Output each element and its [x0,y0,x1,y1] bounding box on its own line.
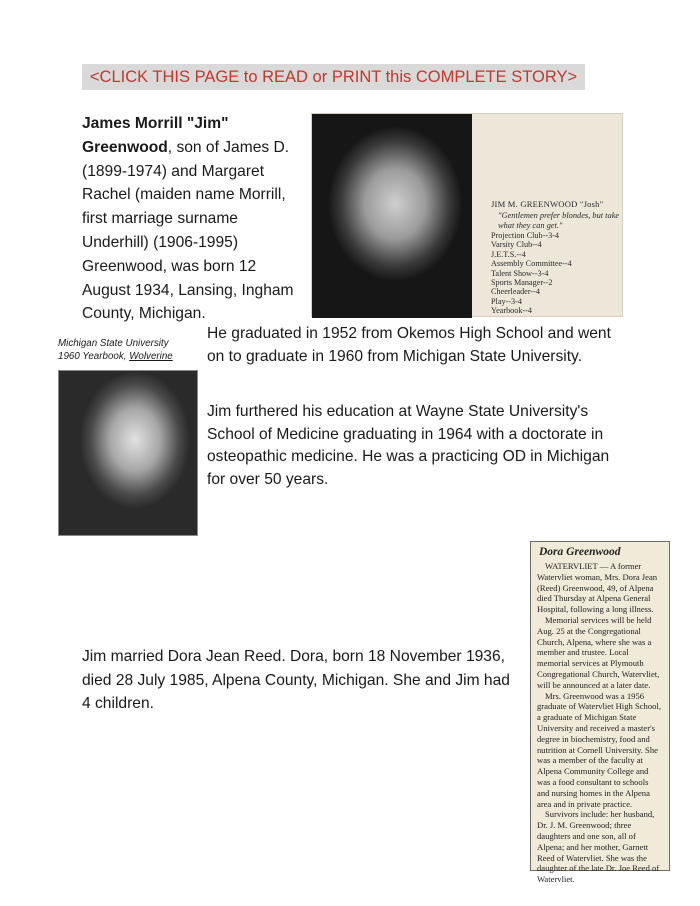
yearbook-activity: Cheerleader--4 [491,287,540,297]
obituary-heading: Dora Greenwood [539,546,621,558]
medical-school-paragraph: Jim furthered his education at Wayne State University's School of Medicine graduating in 1964 with a doctorate in osteopathic medicine. He was a practicing OD in Michigan for over 50 years. [207,403,610,488]
caption-line-2 [58,350,188,363]
subject-name: James Morrill "Jim" Greenwood [82,115,229,156]
obituary-paragraph: Survivors include: her husband, Dr. J. M. Greenwood; three daughters and one son, all of Alpena; and her mother, Garnett Reed of Watervliet. She was the daughter of the late Dr. Joe Reed of Watervliet. [537,809,660,885]
yearbook-activity: Talent Show--3-4 [491,268,549,278]
yearbook-activity: Play--3-4 [491,296,522,306]
high-school-yearbook-clipping [311,113,623,317]
yearbook-quote: "Gentlemen prefer blondes, but take what they can get." [498,211,620,230]
high-school-portrait-photo [312,114,472,318]
obituary-clipping [530,541,670,885]
read-print-story-link[interactable]: <CLICK THIS PAGE to READ or PRINT this COMPLETE STORY> [82,64,585,90]
intro-paragraph [82,112,304,326]
yearbook-activity: Yearbook--4 [491,306,533,316]
intro-text: , son of James D. (1899-1974) and Margaret Rachel (maiden name Morrill, first marriage surname Underhill) (1906-1995) Greenwood, was born 12 August 1934, Lansing, Ingham County, Michigan. [82,138,294,323]
yearbook-activity: Sports Manager--2 [491,278,553,288]
obituary-paragraph: Mrs. Greenwood was a 1956 graduate of Watervliet High School, a graduate of Michigan State University and received a master's degree in biochemistry, food and nutrition at Cornell University. She was a member of the faculty at Alpena Community College and was a food consultant to schools and nursing homes in the Alpena area and in private practice. [537,690,661,809]
yearbook-activity: J.E.T.S.--4 [491,249,526,259]
obituary-paragraph: WATERVLIET — A former Watervliet woman, Mrs. Dora Jean (Reed) Greenwood, 49, of Alpena died Thursday at Alpena General Hospital, following a long illness. [537,561,658,615]
marriage-paragraph: Jim married Dora Jean Reed. Dora, born 18 November 1936, died 28 July 1985, Alpena County, Michigan. She and Jim had 4 children. [82,648,510,712]
obituary-paragraph: Memorial services will be held Aug. 25 at the Congregational Church, Alpena, where she was a member and trustee. Local memorial services at Plymouth Congregational Church, Watervliet, will be announced at a later date. [537,614,660,690]
caption-prefix: 1960 Yearbook, [58,351,130,362]
photo-caption [58,337,188,363]
education-paragraph: He graduated in 1952 from Okemos High School and went on to graduate in 1960 from Michigan State University. [207,325,611,365]
yearbook-activity: Assembly Committee--4 [491,259,572,269]
yearbook-activity: Varsity Club--4 [491,240,542,250]
wolverine-link[interactable]: Wolverine [129,351,173,362]
yearbook-name: JIM M. GREENWOOD "Josh" [491,199,604,209]
college-portrait-photo [58,370,198,536]
yearbook-activities [491,231,572,316]
caption-line-1: Michigan State University [58,338,169,349]
yearbook-activity: Projection Club--3-4 [491,231,559,240]
